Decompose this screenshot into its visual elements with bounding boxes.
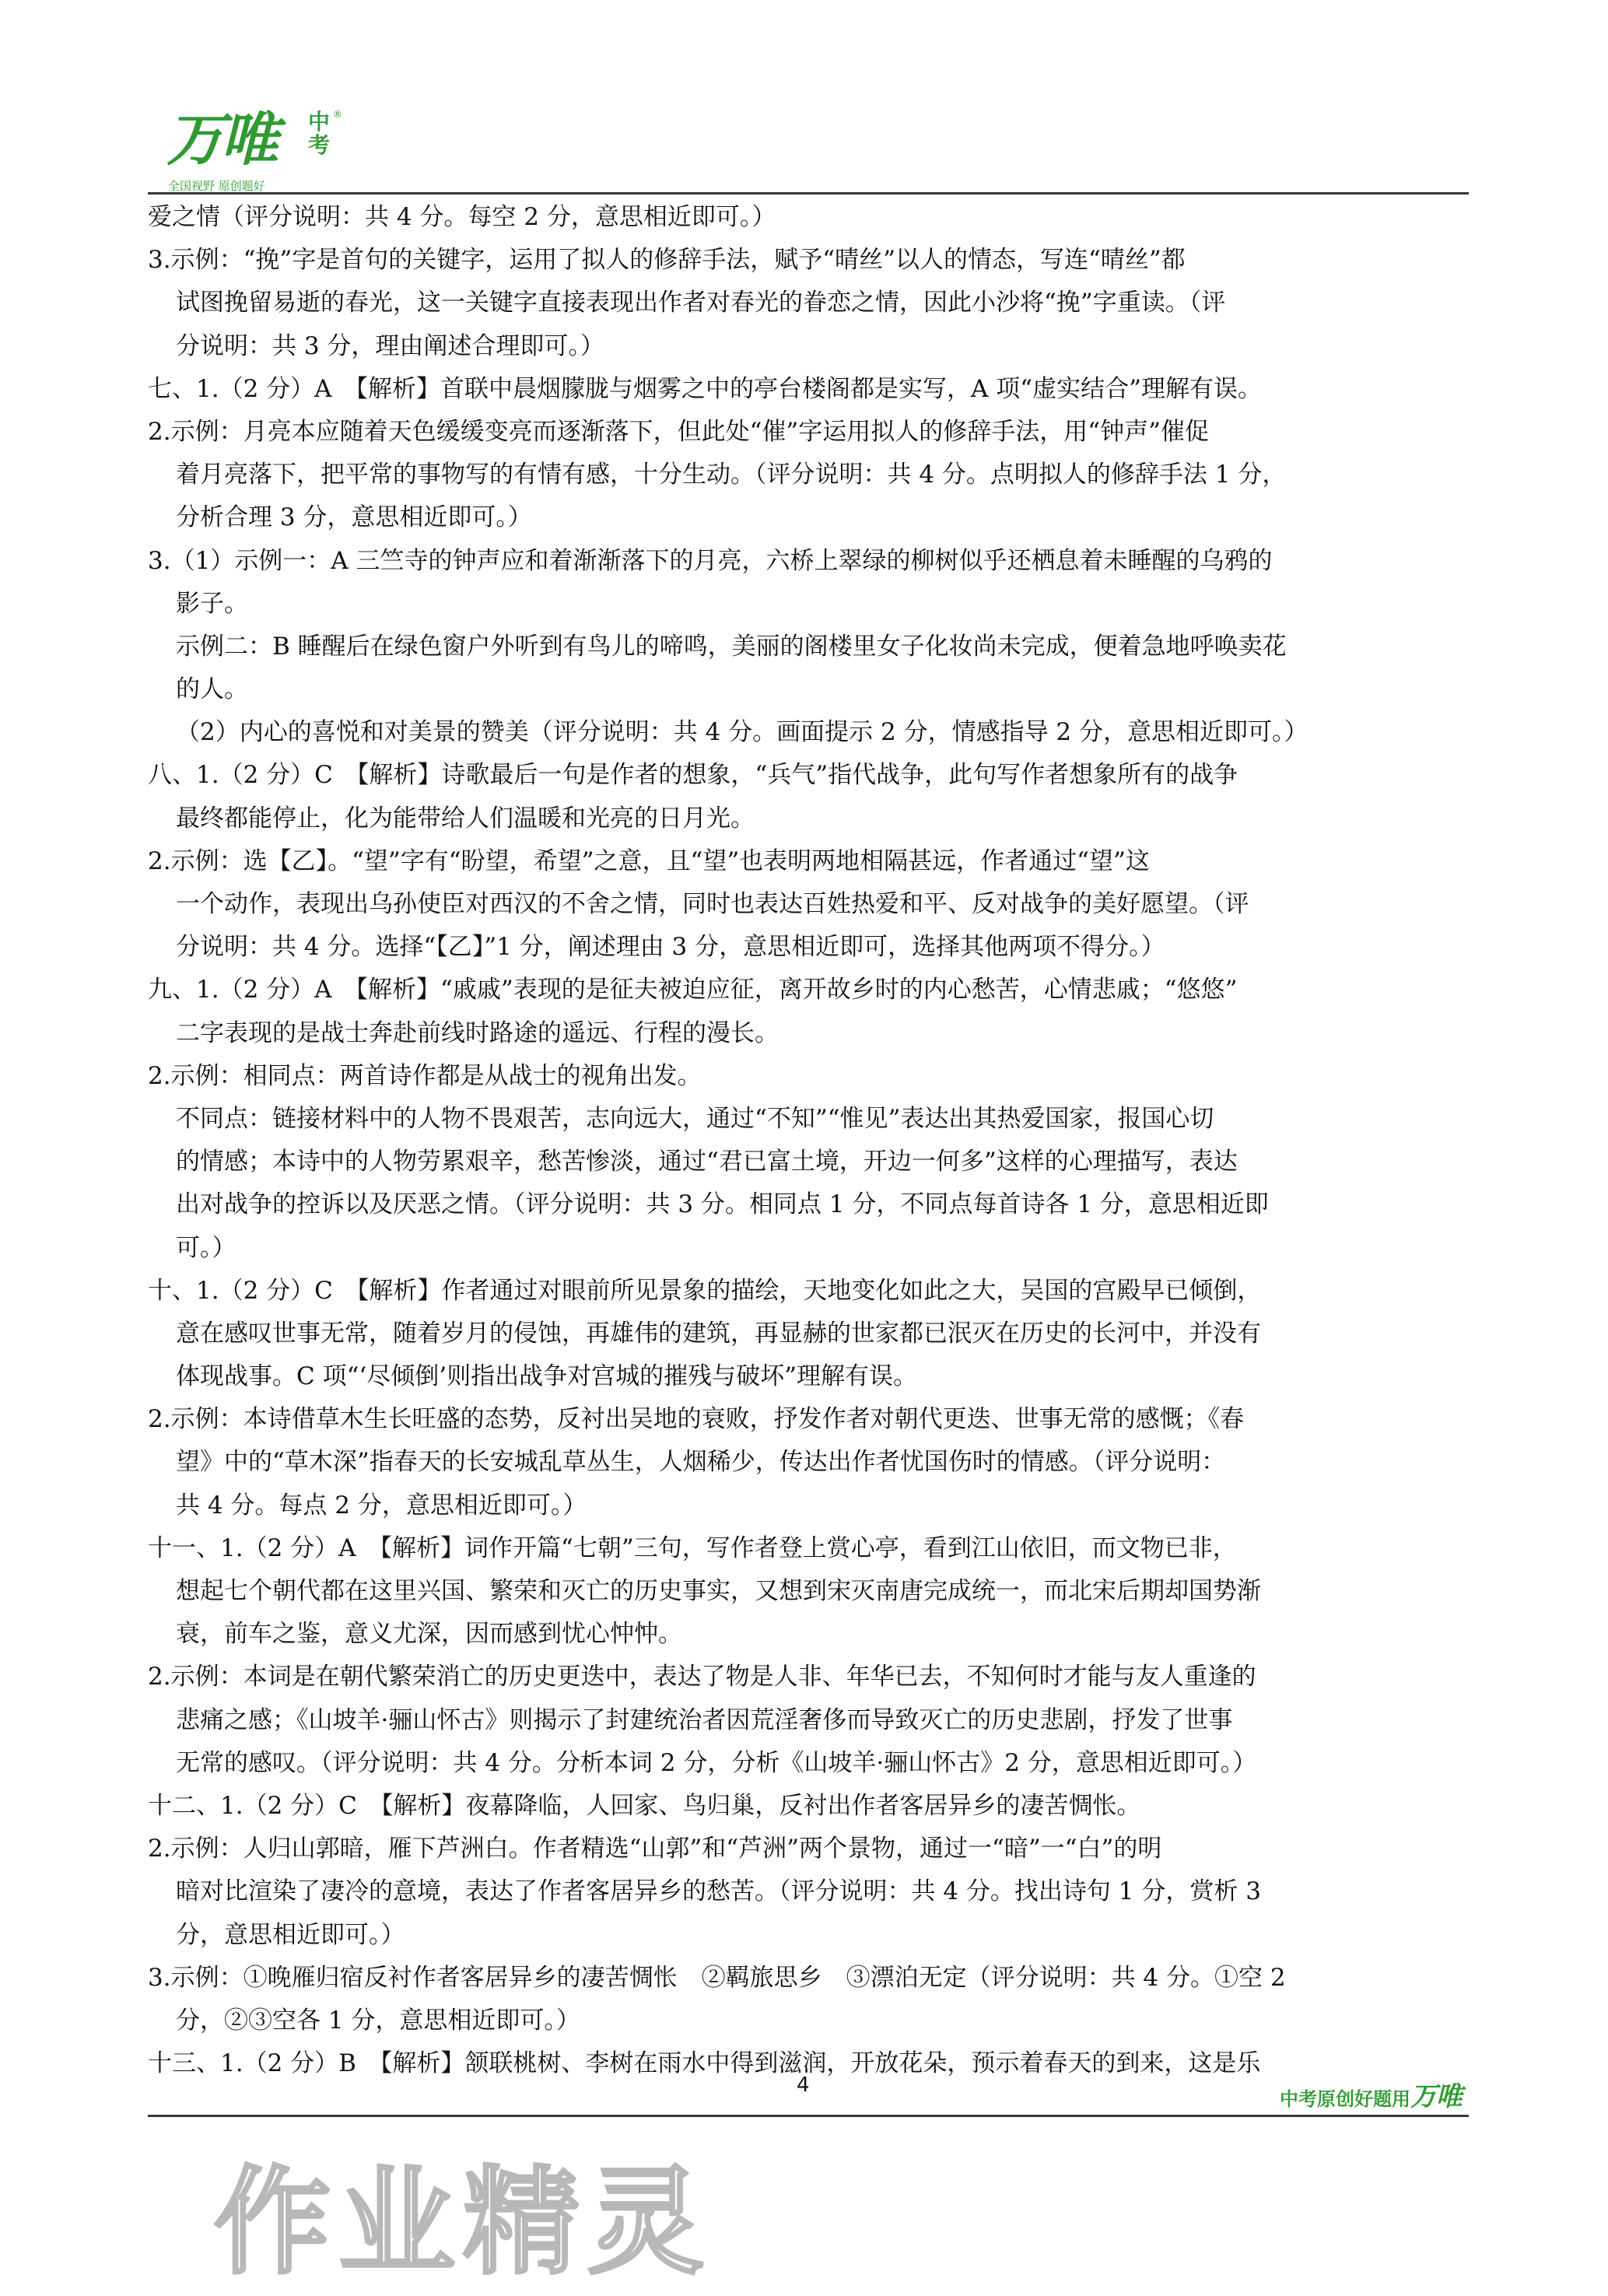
text-line: 十一、1.（2 分）A 【解析】词作开篇“七朝”三句，写作者登上赏心亭，看到江山依旧，而文物已非， bbox=[148, 1534, 1237, 1562]
text-line: 的人。 bbox=[176, 675, 248, 704]
text-line: 不同点：链接材料中的人物不畏艰苦，志向远大，通过“不知”“惟见”表达出其热爱国家，报国心切 bbox=[176, 1104, 1214, 1133]
text-line: 分，②③空各 1 分，意思相近即可。） bbox=[176, 2006, 580, 2035]
text-line: 2.示例：本词是在朝代繁荣消亡的历史更迭中，表达了物是人非、年华已去，不知何时才能与友人重逢的 bbox=[148, 1663, 1256, 1691]
text-line: 2.示例：人归山郭暗，雁下芦洲白。作者精选“山郭”和“芦洲”两个景物，通过一“暗”一“白”的明 bbox=[148, 1835, 1162, 1863]
brand-logo bbox=[166, 107, 342, 193]
text-line: 爱之情（评分说明：共 4 分。每空 2 分，意思相近即可。） bbox=[148, 203, 776, 231]
text-line: 衰，前车之鉴，意义尤深，因而感到忧心忡忡。 bbox=[176, 1620, 682, 1649]
page-number: 4 bbox=[797, 2073, 810, 2097]
header-divider bbox=[148, 192, 1469, 195]
text-line: 2.示例：本诗借草木生长旺盛的态势，反衬出吴地的衰败，抒发作者对朝代更迭、世事无常的感慨；《春 bbox=[148, 1405, 1245, 1434]
logo-kao: 考 bbox=[307, 132, 330, 158]
text-line: 分说明：共 3 分，理由阐述合理即可。） bbox=[176, 331, 604, 360]
watermark: 作业精灵 bbox=[214, 2155, 713, 2291]
text-line: 望》中的“草木深”指春天的长安城乱草丛生，人烟稀少，传达出作者忧国伤时的情感。（评分说明： bbox=[176, 1448, 1226, 1477]
footer-brand-logo: 万唯 bbox=[1410, 2081, 1462, 2112]
text-line: 的情感；本诗中的人物劳累艰辛，愁苦惨淡，通过“君已富土境，开边一何多”这样的心理描写，表达 bbox=[176, 1148, 1238, 1176]
text-line: 2.示例：选【乙】。“望”字有“盼望，希望”之意，且“望”也表明两地相隔甚远，作者通过“望”这 bbox=[148, 847, 1150, 875]
footer-divider bbox=[148, 2115, 1469, 2117]
text-line: 九、1.（2 分）A 【解析】“戚戚”表现的是征夫被迫应征，离开故乡时的内心愁苦，心情悲戚；“悠悠” bbox=[148, 976, 1238, 1004]
text-line: 最终都能停止，化为能带给人们温暖和光亮的日月光。 bbox=[176, 804, 755, 833]
text-line: 无常的感叹。（评分说明：共 4 分。分析本词 2 分，分析《山坡羊·骊山怀古》2 分，意思相近即可。） bbox=[176, 1748, 1257, 1777]
text-line: 着月亮落下，把平常的事物写的有情有感，十分生动。（评分说明：共 4 分。点明拟人的修辞手法 1 分， bbox=[176, 461, 1287, 489]
text-line: 二字表现的是战士奔赴前线时路途的遥远、行程的漫长。 bbox=[176, 1018, 779, 1047]
text-line: 暗对比渲染了凄冷的意境，表达了作者客居异乡的愁苦。（评分说明：共 4 分。找出诗句 1 分，赏析 3 bbox=[176, 1877, 1261, 1906]
text-line: （2）内心的喜悦和对美景的赞美（评分说明：共 4 分。画面提示 2 分，情感指导 2 分，意思相近即可。） bbox=[176, 718, 1308, 747]
logo-zhongkao bbox=[307, 110, 331, 157]
text-line: 出对战争的控诉以及厌恶之情。（评分说明：共 3 分。相同点 1 分，不同点每首诗各 1 分，意思相近即 bbox=[176, 1190, 1269, 1219]
text-line: 可。） bbox=[176, 1233, 236, 1262]
text-line: 十、1.（2 分）C 【解析】作者通过对眼前所见景象的描绘，天地变化如此之大，吴国的宫殿早已倾倒， bbox=[148, 1276, 1262, 1305]
text-line: 3.示例：①晚雁归宿反衬作者客居异乡的凄苦惆怅 ②羁旅思乡 ③漂泊无定（评分说明：共 4 分。①空 2 bbox=[148, 1963, 1286, 1992]
logo-wordmark: 万唯 bbox=[166, 107, 275, 174]
text-line: 3.（1）示例一：A 三竺寺的钟声应和着渐渐落下的月亮，六桥上翠绿的柳树似乎还栖息着未睡醒的乌鸦的 bbox=[148, 546, 1273, 575]
logo-zhong: 中 bbox=[307, 109, 330, 135]
answer-text-body bbox=[148, 196, 1470, 2085]
text-line: 2.示例：相同点：两首诗作都是从战士的视角出发。 bbox=[148, 1061, 702, 1090]
text-line: 七、1.（2 分）A 【解析】首联中晨烟朦胧与烟雾之中的亭台楼阁都是实写，A 项“虚实结合”理解有误。 bbox=[148, 374, 1262, 403]
text-line: 示例二：B 睡醒后在绿色窗户外听到有鸟儿的啼鸣，美丽的阁楼里女子化妆尚未完成，便着急地呼唤卖花 bbox=[176, 632, 1287, 661]
text-line: 体现战事。C 项“‘尽倾倒’则指出战争对宫城的摧残与破坏”理解有误。 bbox=[176, 1362, 917, 1391]
text-line: 一个动作，表现出乌孙使臣对西汉的不舍之情，同时也表达百姓热爱和平、反对战争的美好愿望。（评 bbox=[176, 890, 1249, 918]
text-line: 共 4 分。每点 2 分，意思相近即可。） bbox=[176, 1491, 587, 1520]
text-line: 影子。 bbox=[176, 589, 248, 618]
text-line: 分，意思相近即可。） bbox=[176, 1920, 405, 1949]
text-line: 想起七个朝代都在这里兴国、繁荣和灭亡的历史事实，又想到宋灭南唐完成统一，而北宋后期却国势渐 bbox=[176, 1577, 1261, 1605]
text-line: 十三、1.（2 分）B 【解析】颔联桃树、李树在雨水中得到滋润，开放花朵，预示着春天的到来，这是乐 bbox=[148, 2049, 1261, 2078]
text-line: 八、1.（2 分）C 【解析】诗歌最后一句是作者的想象，“兵气”指代战争，此句写作者想象所有的战争 bbox=[148, 761, 1238, 790]
text-line: 试图挽留易逝的春光，这一关键字直接表现出作者对春光的眷恋之情，因此小沙将“挽”字重读。（评 bbox=[176, 289, 1226, 317]
footer-brand-text: 中考原创好题用 bbox=[1280, 2088, 1410, 2110]
logo-tagline: 全国视野 原创题好 bbox=[168, 179, 265, 193]
text-line: 2.示例：月亮本应随着天色缓缓变亮而逐渐落下，但此处“催”字运用拟人的修辞手法，用“钟声”催促 bbox=[148, 417, 1209, 446]
registered-mark: ® bbox=[333, 109, 342, 120]
footer-brand bbox=[1280, 2075, 1462, 2113]
text-line: 分析合理 3 分，意思相近即可。） bbox=[176, 503, 532, 532]
text-line: 3.示例：“挽”字是首句的关键字，运用了拟人的修辞手法，赋予“晴丝”以人的情态，写连“晴丝”都 bbox=[148, 246, 1186, 275]
text-line: 十二、1.（2 分）C 【解析】夜幕降临，人回家、鸟归巢，反衬出作者客居异乡的凄苦惆怅。 bbox=[148, 1791, 1141, 1820]
text-line: 悲痛之感；《山坡羊·骊山怀古》则揭示了封建统治者因荒淫奢侈而导致灭亡的历史悲剧，抒发了世事 bbox=[176, 1705, 1233, 1734]
page-header bbox=[148, 101, 1470, 195]
text-line: 分说明：共 4 分。选择“【乙】”1 分，阐述理由 3 分，意思相近即可，选择其他两项不得分。） bbox=[176, 933, 1165, 962]
text-line: 意在感叹世事无常，随着岁月的侵蚀，再雄伟的建筑，再显赫的世家都已泯灭在历史的长河中，并没有 bbox=[176, 1319, 1261, 1348]
